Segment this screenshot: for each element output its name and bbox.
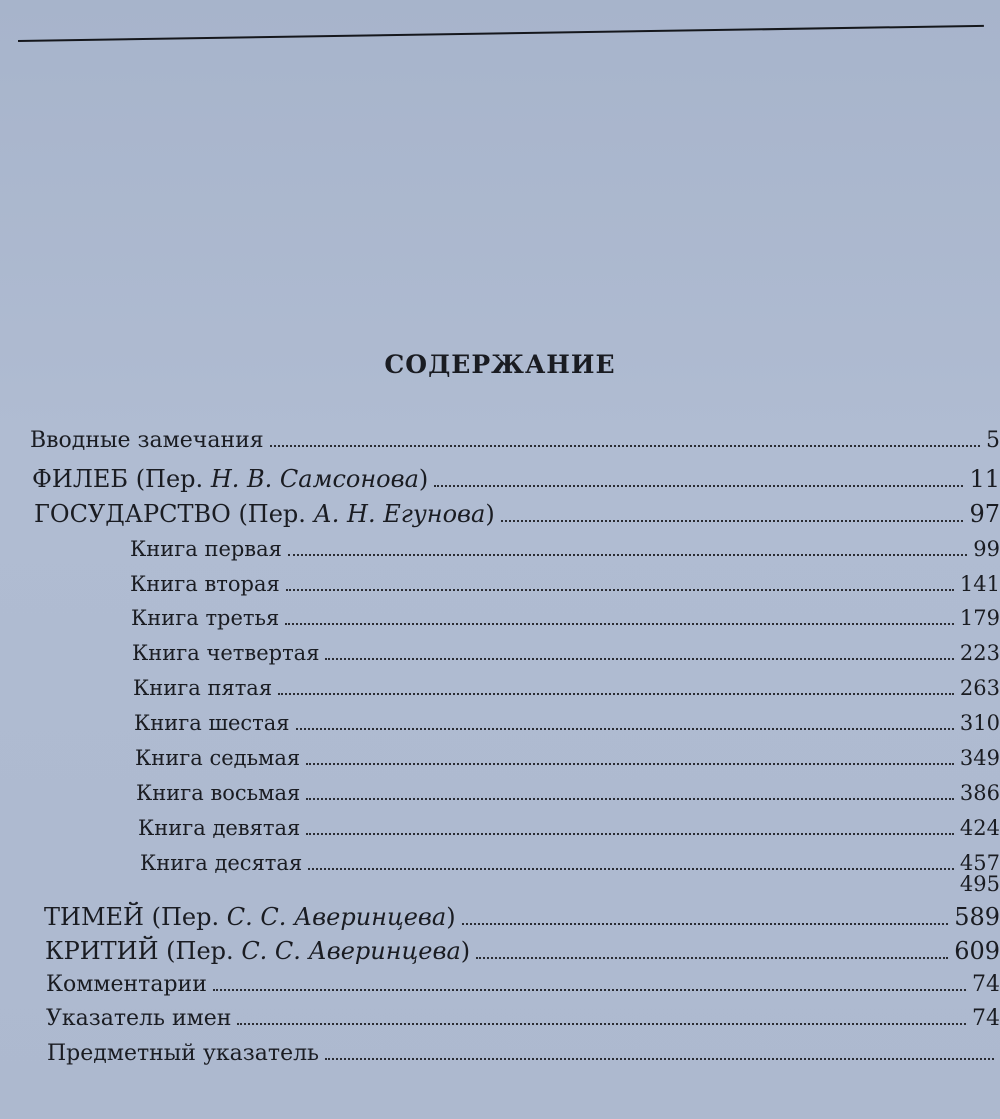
- translator-name: С. С. Аверинцева: [241, 937, 461, 965]
- toc-entry: [131, 606, 1000, 640]
- toc-page-number: 99: [973, 537, 1000, 561]
- leader-dots: [434, 471, 963, 487]
- toc-entry-title: Книга третья: [131, 606, 280, 630]
- toc-entry-title: ФИЛЕБ (Пер. Н. В. Самсонова): [32, 465, 429, 493]
- toc-page-number: 609: [954, 937, 1000, 965]
- toc-page-number: 310: [959, 711, 1000, 735]
- contents-title: СОДЕРЖАНИЕ: [384, 350, 616, 379]
- leader-dots: [285, 609, 954, 625]
- toc-entry: [134, 711, 1000, 745]
- leader-dots: [325, 1044, 994, 1060]
- toc-entry: [133, 676, 1000, 710]
- toc-page-number: 74: [972, 972, 1000, 997]
- toc-entry: [32, 465, 1000, 499]
- toc-entry-title: Комментарии: [46, 972, 207, 997]
- toc-entry-title: Книга девятая: [138, 816, 301, 840]
- toc-page-number: 457: [959, 851, 1000, 875]
- toc-entry: [136, 781, 1000, 815]
- leader-dots: [376, 877, 954, 891]
- toc-entry: [135, 746, 1000, 780]
- toc-entry-title: Книга десятая: [140, 851, 303, 875]
- leader-dots: [286, 575, 954, 591]
- toc-entry: [30, 428, 1000, 462]
- toc-entry-title: Вводные замечания: [30, 428, 264, 453]
- toc-page-number: 5: [986, 428, 1000, 453]
- toc-entry: [130, 537, 1000, 571]
- toc-entry-title: ТИМЕЙ (Пер. С. С. Аверинцева): [44, 903, 456, 931]
- toc-entry: [45, 937, 1000, 971]
- toc-page-number: 589: [954, 903, 1000, 931]
- toc-page-number: 386: [959, 781, 1000, 805]
- leader-dots: [462, 909, 949, 925]
- leader-dots: [325, 644, 953, 660]
- toc-entry-title: ГОСУДАРСТВО (Пер. А. Н. Егунова): [34, 500, 495, 528]
- toc-entry-title: Указатель имен: [46, 1006, 232, 1031]
- leader-dots: [306, 749, 954, 765]
- toc-page-number: 223: [959, 641, 1000, 665]
- toc-page-number: 74: [972, 1006, 1000, 1031]
- leader-dots: [501, 506, 964, 522]
- toc-page-number: 97: [969, 500, 1000, 528]
- leader-dots: [288, 540, 967, 556]
- leader-dots: [278, 679, 954, 695]
- leader-dots: [237, 1009, 966, 1025]
- toc-entry: [46, 972, 1000, 1006]
- toc-entry-title: КРИТИЙ (Пер. С. С. Аверинцева): [45, 937, 471, 965]
- toc-page-number: 141: [959, 572, 1000, 596]
- leader-dots: [306, 819, 954, 835]
- toc-entry-title: Книга четвертая: [132, 641, 320, 665]
- leader-dots: [306, 784, 954, 800]
- toc-entry: [47, 1041, 1000, 1075]
- toc-page-number: 11: [969, 465, 1000, 493]
- leader-dots: [213, 975, 966, 991]
- toc-page-number: 263: [959, 676, 1000, 700]
- toc-entry: [138, 816, 1000, 850]
- leader-dots: [308, 854, 954, 870]
- toc-entry-title: Книга седьмая: [135, 746, 301, 770]
- leader-dots: [296, 714, 954, 730]
- toc-page-number: 349: [959, 746, 1000, 770]
- toc-entry-title: Предметный указатель: [47, 1041, 320, 1066]
- toc-entry: [44, 903, 1000, 937]
- toc-entry-title: Книга первая: [130, 537, 282, 561]
- toc-entry: [34, 500, 1000, 534]
- toc-page-number: 495: [959, 872, 1000, 896]
- translator-name: А. Н. Егунова: [313, 500, 486, 528]
- toc-entry: [370, 872, 1000, 906]
- toc-entry-title: Книга вторая: [130, 572, 280, 596]
- toc-page-number: 424: [959, 816, 1000, 840]
- leader-dots: [270, 431, 980, 447]
- toc-entry-title: Книга шестая: [134, 711, 290, 735]
- toc-entry: [130, 572, 1000, 606]
- toc-page-number: 179: [959, 606, 1000, 630]
- translator-name: Н. В. Самсонова: [210, 465, 419, 493]
- toc-entry: [46, 1006, 1000, 1040]
- translator-name: С. С. Аверинцева: [226, 903, 447, 931]
- leader-dots: [476, 943, 948, 959]
- toc-entry: [132, 641, 1000, 675]
- toc-entry-title: Книга восьмая: [136, 781, 301, 805]
- toc-entry-title: Книга пятая: [133, 676, 273, 700]
